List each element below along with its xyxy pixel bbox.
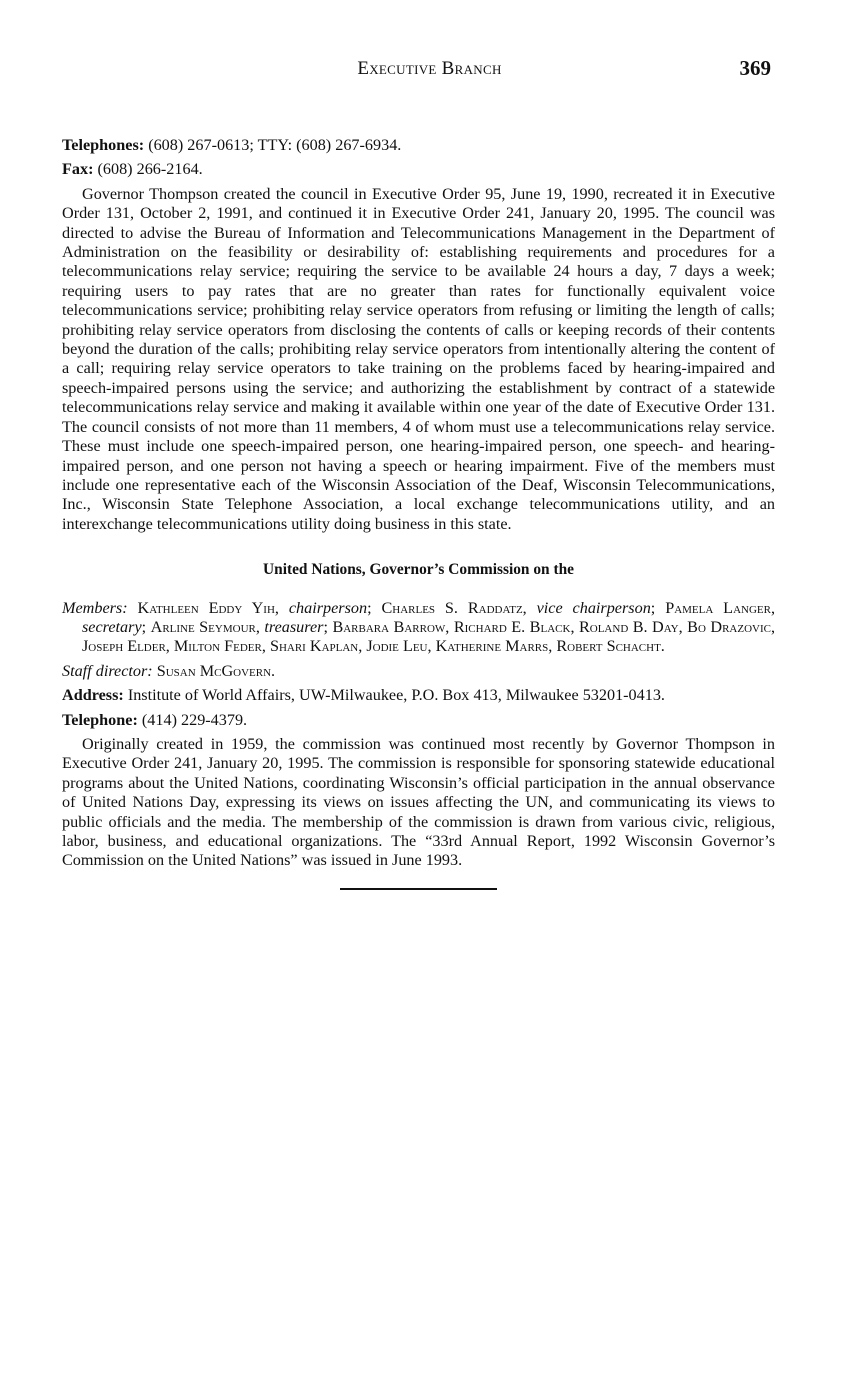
commission-telephone — [62, 711, 775, 730]
staff-name: Susan McGovern — [156, 661, 272, 680]
member-name: Roland B. Day — [578, 617, 679, 636]
address-label: Address: — [62, 686, 124, 705]
member-separator: , — [427, 637, 436, 656]
section-heading: United Nations, Governor’s Commission on the — [263, 561, 574, 579]
page-content — [62, 136, 775, 890]
council-description: Governor Thompson created the council in Executive Order 95, June 19, 1990, recreated it in Executive Order 131, October 2, 1991, and continued it in Executive Order 241, January 20, 1995. The council was directed to advise the Bureau of Information and Telecommunications Management in the Department of Administration on the feasibility or desirability of: establishing requirements and procedures for a telecommunications relay service; requiring the service to be available 24 hours a day, 7 days a week; requiring users to pay rates that are no greater than rates for functionally equivalent voice telecommunications service; prohibiting relay service operators from refusing or limiting the length of calls; prohibiting relay service operators from disclosing the contents of calls or keeping records of their contents beyond the duration of the calls; prohibiting relay service operators from intentionally altering the content of a call; requiring relay service operators to take training on the problems faced by hearing-impaired and speech-impaired persons using the service; and authorizing the establishment by contract of a statewide telecommunications relay service and making it available within one year of the date of Executive Order 131. The council consists of not more than 11 members, 4 of whom must use a telecommunications relay service. These must include one speech-impaired person, one hearing-impaired person, one speech- and hearing-impaired person, and one person not having a speech or hearing impairment. Five of the members must include one representative each of the Wisconsin Association of the Deaf, Wisconsin Telecommunications, Inc., Wisconsin State Telephone Association, a local exchange telecommunications utility, and an interexchange telecommunications utility doing business in this state. — [62, 184, 775, 533]
members-list: Kathleen Eddy Yih, chairperson; Charles S. Raddatz, vice chairperson; Pamela Langer, secretary; Arline Seymour, treasurer; Barbara Barrow, Richard E. Black, Roland B. Day, Bo Drazovic, Joseph Elder, Milton Feder, Shari Kaplan, Jodie Leu, Katherine Marrs, Robert Schacht. — [82, 598, 776, 656]
staff-label: Staff director: — [62, 661, 153, 680]
member-separator: , — [678, 617, 688, 636]
member-separator: , — [770, 617, 776, 636]
member-name: Arline Seymour — [150, 617, 256, 636]
member-separator: , — [445, 617, 454, 636]
telephone-label: Telephone: — [62, 710, 138, 729]
member-name: Robert Schacht — [556, 637, 661, 656]
member-name: Bo Drazovic — [687, 617, 771, 636]
member-role: vice chairperson — [536, 598, 651, 617]
members-label: Members: — [62, 598, 128, 617]
commission-members — [62, 599, 775, 657]
member-name: Milton Feder — [173, 637, 262, 656]
member-name: Richard E. Black — [453, 617, 571, 636]
member-separator: ; — [141, 617, 151, 636]
member-name: Katherine Marrs — [435, 637, 549, 656]
member-separator: ; — [650, 598, 666, 617]
end-rule — [340, 888, 497, 890]
member-separator: ; — [323, 617, 333, 636]
council-fax — [62, 160, 775, 179]
council-telephones — [62, 136, 775, 155]
member-separator: , — [548, 637, 557, 656]
member-name: Barbara Barrow — [332, 617, 446, 636]
member-name: Joseph Elder — [82, 637, 166, 656]
member-name: Jodie Leu — [366, 637, 428, 656]
member-name: Shari Kaplan — [269, 637, 359, 656]
commission-description: Originally created in 1959, the commission was continued most recently by Governor Thompson in Executive Order 241, January 20, 1995. The commission is responsible for sponsoring statewide educational programs about the United Nations, coordinating Wisconsin’s official participation in the annual observance of United Nations Day, expressing its views on issues affecting the UN, and communicating its views to public officials and the media. The membership of the commission is drawn from various civic, religious, labor, business, and educational organizations. The “33rd Annual Report, 1992 Wisconsin Governor’s Commission on the United Nations” was issued in June 1993. — [62, 734, 775, 870]
member-separator: ; — [367, 598, 382, 617]
member-separator: , — [570, 617, 579, 636]
telephones-label: Telephones: — [62, 136, 145, 154]
member-separator: , — [261, 637, 270, 656]
page-number: 369 — [739, 56, 771, 80]
member-role: treasurer — [264, 617, 324, 636]
member-separator: . — [660, 637, 665, 656]
staff-director — [62, 662, 775, 681]
member-role: chairperson — [288, 598, 368, 617]
fax-label: Fax: — [62, 160, 94, 179]
member-name: Kathleen Eddy Yih — [137, 598, 275, 617]
running-head — [0, 56, 859, 82]
fax-value: (608) 266-2164. — [93, 160, 203, 179]
staff-end: . — [271, 661, 276, 680]
telephone-value: (414) 229-4379. — [137, 710, 248, 729]
member-name: Charles S. Raddatz — [381, 598, 523, 617]
commission-address — [62, 686, 775, 705]
member-name: Pamela Langer — [665, 598, 771, 617]
member-separator: , — [165, 637, 174, 656]
member-role: secretary — [82, 617, 142, 636]
member-separator: , — [358, 637, 367, 656]
address-value: Institute of World Affairs, UW-Milwaukee, P.O. Box 413, Milwaukee 53201-0413. — [123, 686, 665, 705]
telephones-value: (608) 267-0613; TTY: (608) 267-6934. — [144, 136, 402, 154]
running-title: Executive Branch — [357, 58, 502, 79]
